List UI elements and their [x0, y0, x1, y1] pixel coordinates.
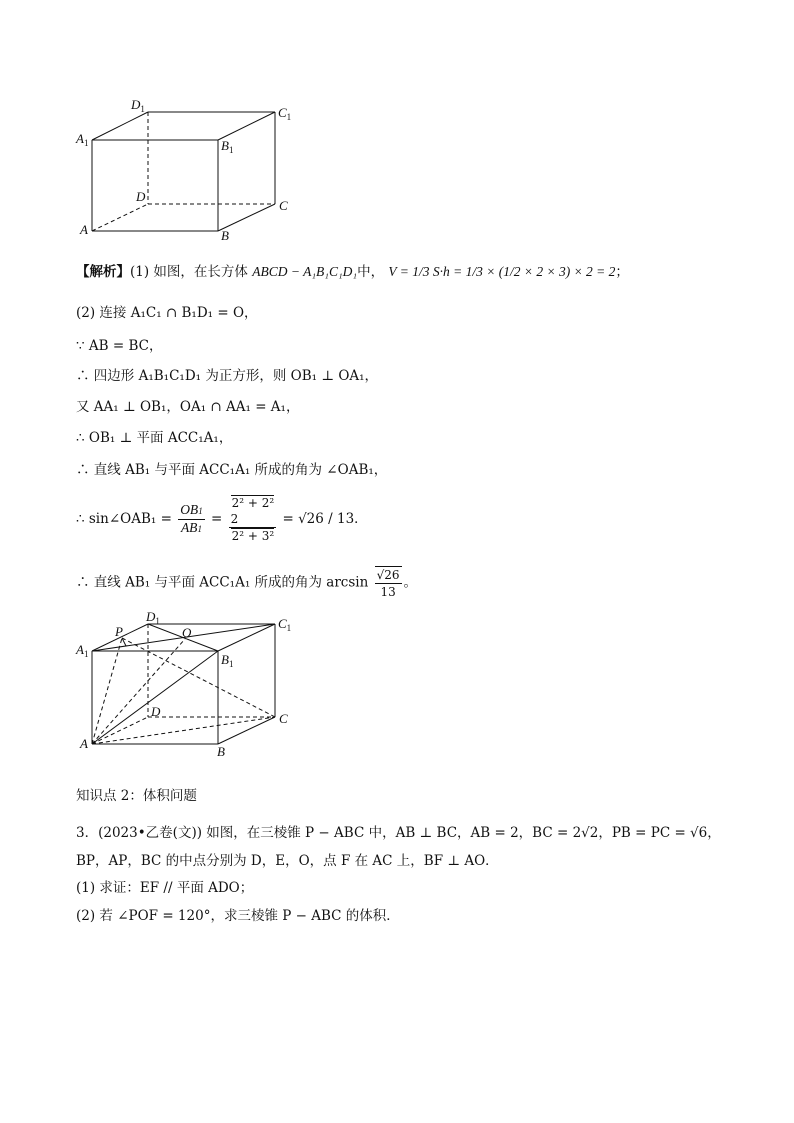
label-A1: $A_1$ — [76, 642, 89, 659]
label-C: C — [279, 711, 288, 726]
analysis-part2-line7: ∴ sin∠OAB₁ = $\frac{OB1}{AB1}$ = 2² + 2² 2 2² + 3² = √26 / 13． — [76, 496, 368, 543]
label-D1: $D_1$ — [146, 609, 160, 626]
analysis-part2-line4: 又 AA₁ ⊥ OB₁，OA₁ ∩ AA₁ = A₁， — [76, 399, 300, 415]
label-D: D — [136, 189, 146, 204]
problem-line2: BP，AP，BC 的中点分别为 D，E，O，点 F 在 AC 上，BF ⊥ AO． — [76, 853, 499, 869]
analysis-heading: 【解析】 — [76, 264, 130, 280]
label-A: A — [80, 736, 88, 751]
label-B: B — [221, 228, 229, 243]
label-C: C — [279, 198, 288, 213]
label-C1: $C_1$ — [278, 105, 292, 122]
label-B1: $B_1$ — [221, 652, 234, 669]
figure-2-prism-diagonals — [70, 606, 310, 766]
label-A1: $A_1$ — [76, 131, 89, 148]
analysis-part1: 【解析】(1) 如图，在长方体 ABCD − A₁B₁C₁D₁中， V = 1/3 S·h = 1/3 × (1/2 × 2 × 3) × 2 = 2； — [76, 264, 629, 280]
volume-formula: V = 1/3 S·h = 1/3 × (1/2 × 2 × 3) × 2 = 2 — [388, 264, 616, 279]
knowledge-point-heading: 知识点 2：体积问题 — [76, 788, 197, 804]
analysis-part2-line8: ∴ 直线 AB₁ 与平面 ACC₁A₁ 所成的角为 arcsin $\frac{√26}{13}$ 。 — [76, 568, 418, 599]
label-B: B — [217, 744, 225, 759]
problem-line4: (2) 若 ∠POF = 120°，求三棱锥 P − ABC 的体积． — [76, 908, 400, 924]
label-C1: $C_1$ — [278, 616, 292, 633]
figure-1-prism — [70, 95, 310, 250]
analysis-part2-line1: (2) 连接 A₁C₁ ∩ B₁D₁ = O， — [76, 305, 258, 321]
analysis-part2-line2: ∵ AB = BC， — [76, 338, 163, 354]
label-D1: $D_1$ — [131, 97, 145, 114]
label-P: P — [115, 624, 123, 639]
label-O: O — [182, 625, 192, 640]
analysis-part2-line3: ∴ 四边形 A₁B₁C₁D₁ 为正方形，则 OB₁ ⊥ OA₁， — [76, 368, 379, 384]
label-A: A — [80, 222, 88, 237]
problem-line3: (1) 求证：EF // 平面 ADO； — [76, 880, 254, 896]
analysis-part2-line6: ∴ 直线 AB₁ 与平面 ACC₁A₁ 所成的角为 ∠OAB₁， — [76, 462, 388, 478]
label-D: D — [151, 704, 161, 719]
problem-line1: 3．(2023•乙卷(文)) 如图，在三棱锥 P − ABC 中，AB ⊥ BC，AB = 2，BC = 2√2，PB = PC = √6， — [76, 825, 721, 841]
label-B1: $B_1$ — [221, 138, 234, 155]
analysis-part2-line5: ∴ OB₁ ⊥ 平面 ACC₁A₁， — [76, 430, 233, 446]
